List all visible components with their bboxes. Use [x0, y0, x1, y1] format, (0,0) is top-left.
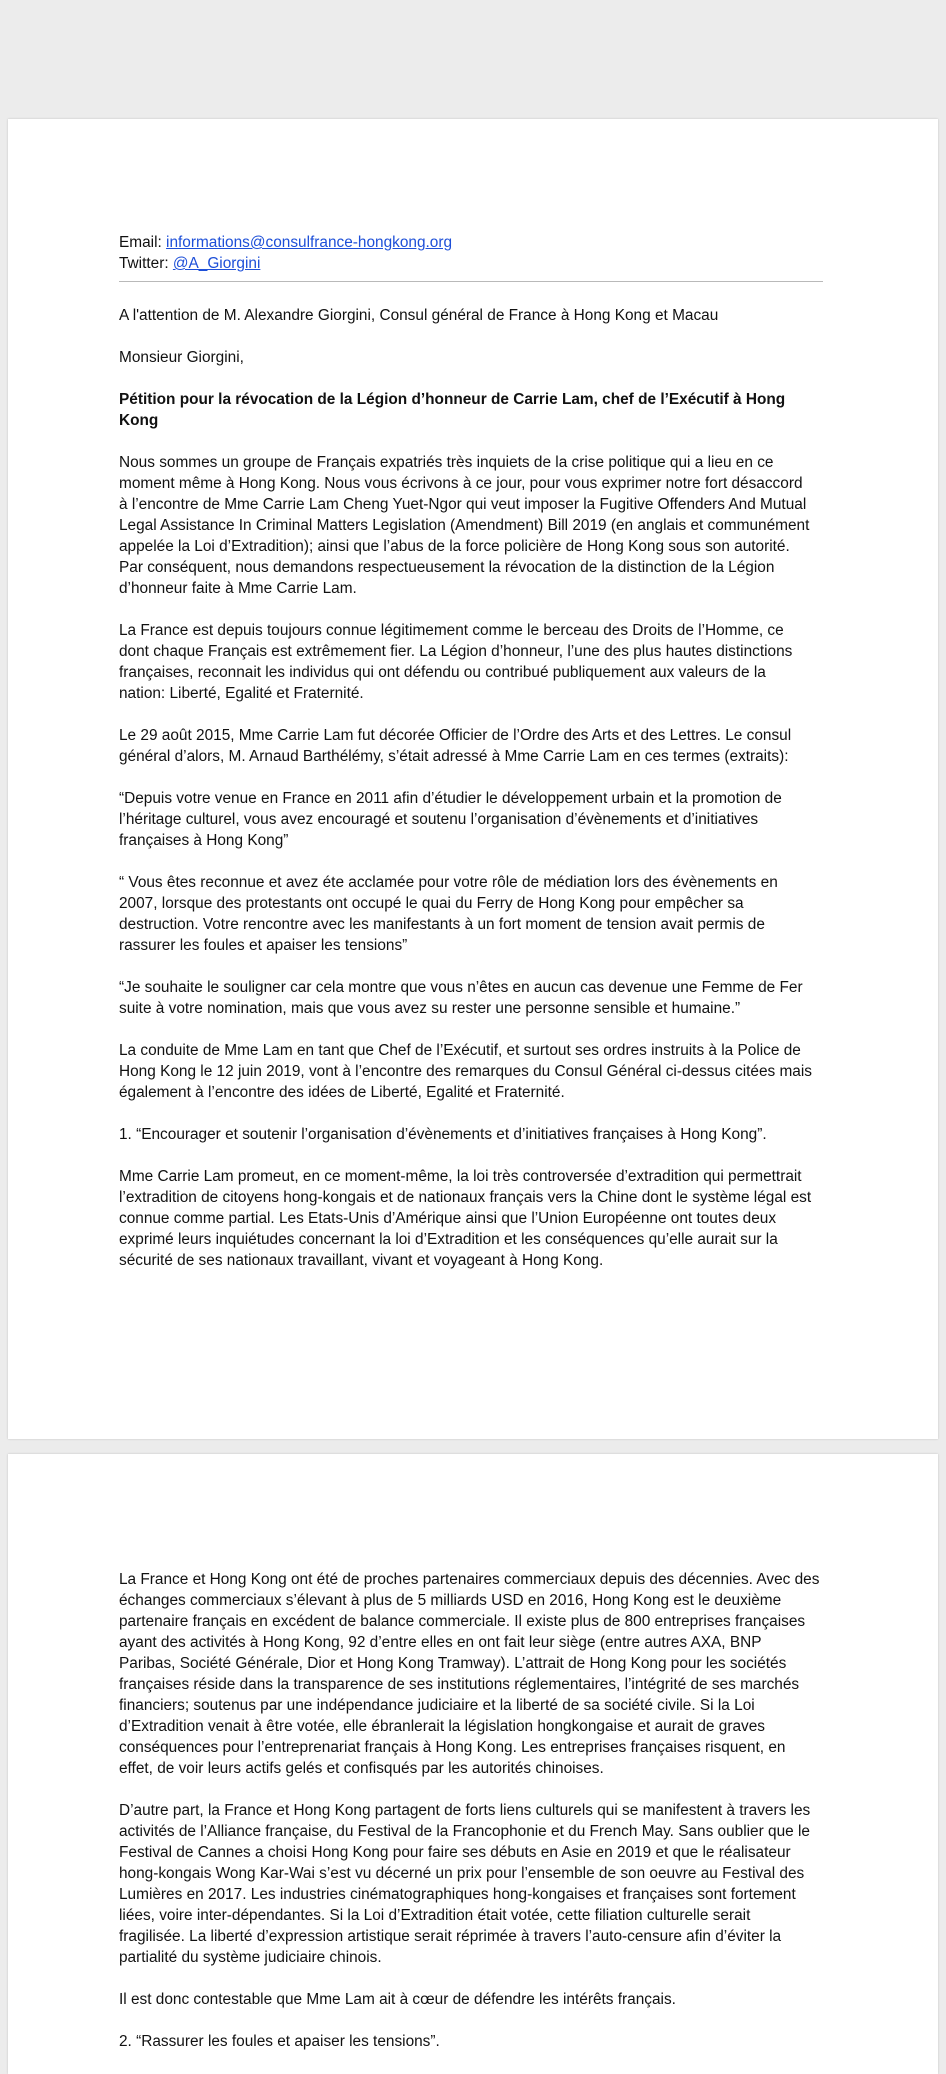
header-divider	[119, 281, 823, 282]
text-line: moment même à Hong Kong. Nous vous écrivons à ce jour, pour vous exprimer notre fort désaccord	[119, 475, 803, 492]
text-line: exprimé leurs inquiétudes concernant la loi d’Extradition et les conséquences qu’elle aurait sur la	[119, 1231, 778, 1248]
text-line: liées, voire inter-dépendantes. Si la Loi d’Extradition était votée, cette filiation culturelle serait	[119, 1907, 751, 1924]
paragraph-values	[119, 620, 830, 704]
text-line: effet, de voir leurs actifs gelés et confisqués par les autorités chinoises.	[119, 1760, 604, 1777]
text-line: Lumières en 2017. Les industries cinématographiques hong-kongaises et françaises sont fortement	[119, 1886, 796, 1903]
email-label: Email:	[119, 234, 162, 251]
text-line: Festival de Cannes a choisi Hong Kong pour faire ses débuts en Asie en 2019 et que le réalisateur	[119, 1844, 791, 1861]
text-line: appelée la Loi d’Extradition); ainsi que l’abus de la force policière de Hong Kong sous son autorité.	[119, 538, 790, 555]
text-line: rassurer les foules et apaiser les tensions”	[119, 937, 408, 954]
petition-title	[119, 389, 830, 431]
text-line: hong-kongais Wong Kar-Wai s’est vu décerné un prix pour l’ensemble de son oeuvre au Festival des	[119, 1865, 805, 1882]
quote-3	[119, 977, 830, 1019]
email-link[interactable]: informations@consulfrance-hongkong.org	[166, 234, 453, 251]
text-line: Mme Carrie Lam promeut, en ce moment-même, la loi très controversée d’extradition qui permettrait	[119, 1168, 802, 1185]
point-1-heading	[119, 1124, 830, 1145]
text-line: partialité du système judiciaire chinois.	[119, 1949, 382, 1966]
text-line: D’autre part, la France et Hong Kong partagent de forts liens culturels qui se manifestent à travers les	[119, 1802, 811, 1819]
document-page-2	[8, 1454, 938, 2074]
text-line: Le 29 août 2015, Mme Carrie Lam fut décorée Officier de l’Ordre des Arts et des Lettres. Le consul	[119, 727, 792, 744]
text-line: connue comme partial. Les Etats-Unis d’Amérique ainsi que l’Union Européenne ont toutes deux	[119, 1210, 777, 1227]
text-line: françaises à Hong Kong”	[119, 832, 289, 849]
text-line: 2. “Rassurer les foules et apaiser les tensions”.	[119, 2033, 440, 2050]
text-line: général d’alors, M. Arnaud Barthélémy, s’était adressé à Mme Carrie Lam en ces termes (extraits):	[119, 748, 789, 765]
title-line: Pétition pour la révocation de la Légion d’honneur de Carrie Lam, chef de l’Exécutif à Hong	[119, 391, 786, 408]
text-line: Il est donc contestable que Mme Lam ait à cœur de défendre les intérêts français.	[119, 1991, 676, 2008]
twitter-label: Twitter:	[119, 255, 169, 272]
paragraph-conclusion	[119, 1989, 830, 2010]
text-line: ayant des activités à Hong Kong, 92 d’entre elles en ont fait leur siège (entre autres AXA, BNP	[119, 1634, 762, 1651]
text-line: également à l’encontre des idées de Liberté, Egalité et Fraternité.	[119, 1084, 565, 1101]
twitter-line	[119, 253, 830, 274]
text-line: l’extradition de citoyens hong-kongais et de nationaux français vers la Chine dont le système légal est	[119, 1189, 812, 1206]
text-line: partenaire français en excédent de balance commerciale. Il existe plus de 800 entreprises françaises	[119, 1613, 806, 1630]
text-line: Hong Kong le 12 juin 2019, vont à l’encontre des remarques du Consul Général ci-dessus citées mais	[119, 1063, 812, 1080]
text-line: d’honneur faite à Mme Carrie Lam.	[119, 580, 357, 597]
text-line: suite à votre nomination, mais que vous avez su rester une personne sensible et humaine.”	[119, 1000, 741, 1017]
paragraph-decoration	[119, 725, 830, 767]
text-line: Legal Assistance In Criminal Matters Legislation (Amendment) Bill 2019 (en anglais et communément	[119, 517, 810, 534]
quote-2	[119, 872, 830, 956]
paragraph-intro	[119, 452, 830, 599]
text-line: financiers; soutenus par une indépendance judiciaire et la liberté de sa société civile. Si la Loi	[119, 1697, 755, 1714]
title-line: Kong	[119, 412, 159, 429]
document-page-1	[8, 119, 938, 1439]
text-line: l’héritage culturel, vous avez encouragé et soutenu l’organisation d’évènements et d’initiatives	[119, 811, 759, 828]
page-2-content	[119, 1569, 830, 2073]
text-line: conséquences pour l’entreprenariat français à Hong Kong. Les entreprises françaises risquent, en	[119, 1739, 786, 1756]
text-line: Paribas, Société Générale, Dior et Hong Kong Tramway). L’attrait de Hong Kong pour les sociétés	[119, 1655, 787, 1672]
text-line: françaises, reconnait les individus qui ont défendu ou contribué publiquement aux valeurs de la	[119, 664, 766, 681]
text-line: La conduite de Mme Lam en tant que Chef de l’Exécutif, et surtout ses ordres instruits à la Police de	[119, 1042, 801, 1059]
text-line: dont chaque Français est extrêmement fier. La Légion d’honneur, l’une des plus hautes distinctions	[119, 643, 793, 660]
paragraph-extradition	[119, 1166, 830, 1271]
text-line: “Je souhaite le souligner car cela montre que vous n’êtes en aucun cas devenue une Femme de Fer	[119, 979, 803, 996]
text-line: françaises réside dans la transparence de ses institutions réglementaires, l’intégrité de ses marchés	[119, 1676, 800, 1693]
twitter-link[interactable]: @A_Giorgini	[172, 255, 261, 272]
text-line: 1. “Encourager et soutenir l’organisation d’évènements et d’initiatives françaises à Hong Kong”.	[119, 1126, 767, 1143]
text-line: à l’encontre de Mme Carrie Lam Cheng Yuet-Ngor qui veut imposer la Fugitive Offenders And Mutual	[119, 496, 807, 513]
text-line: Par conséquent, nous demandons respectueusement la révocation de la distinction de la Légion	[119, 559, 775, 576]
text-line: fragilisée. La liberté d’expression artistique serait réprimée à travers l’auto-censure afin d’éviter la	[119, 1928, 782, 1945]
attention-line: A l'attention de M. Alexandre Giorgini, Consul général de France à Hong Kong et Macau	[119, 307, 719, 324]
text-line: 2007, lorsque des protestants ont occupé le quai du Ferry de Hong Kong pour empêcher sa	[119, 895, 744, 912]
text-line: “Depuis votre venue en France en 2011 afin d’étudier le développement urbain et la promotion de	[119, 790, 782, 807]
paragraph-conduct	[119, 1040, 830, 1103]
page-1-content	[119, 232, 830, 1292]
paragraph-commerce	[119, 1569, 830, 1779]
text-line: “ Vous êtes reconnue et avez éte acclamée pour votre rôle de médiation lors des évènements en	[119, 874, 778, 891]
email-line	[119, 232, 830, 253]
quote-1	[119, 788, 830, 851]
text-line: La France est depuis toujours connue légitimement comme le berceau des Droits de l’Homme, ce	[119, 622, 784, 639]
paragraph-culture	[119, 1800, 830, 1968]
point-2-heading	[119, 2031, 830, 2052]
text-line: d’Extradition venait à être votée, elle ébranlerait la législation hongkongaise et aurait de graves	[119, 1718, 765, 1735]
text-line: Nous sommes un groupe de Français expatriés très inquiets de la crise politique qui a lieu en ce	[119, 454, 774, 471]
text-line: destruction. Votre rencontre avec les manifestants à un fort moment de tension avait permis de	[119, 916, 765, 933]
text-line: sécurité de ses nationaux travaillant, vivant et voyageant à Hong Kong.	[119, 1252, 604, 1269]
salutation: Monsieur Giorgini,	[119, 349, 244, 366]
text-line: nation: Liberté, Egalité et Fraternité.	[119, 685, 364, 702]
text-line: activités de l’Alliance française, du Festival de la Francophonie et du French May. Sans oublier que le	[119, 1823, 810, 1840]
text-line: échanges commerciaux s’élevant à plus de 5 milliards USD en 2016, Hong Kong est le deuxième	[119, 1592, 782, 1609]
text-line: La France et Hong Kong ont été de proches partenaires commerciaux depuis des décennies. Avec des	[119, 1571, 820, 1588]
